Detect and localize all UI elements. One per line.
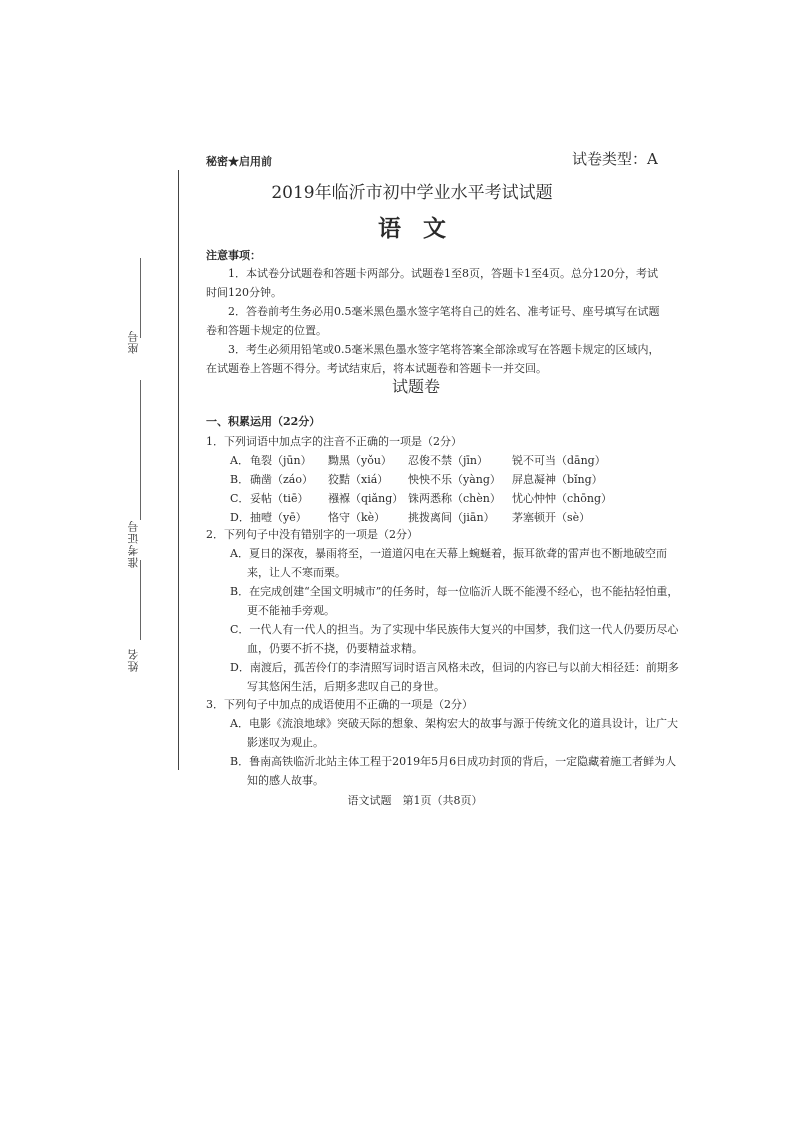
q1-row-a-item3: 忍俊不禁（jīn） [408, 454, 489, 467]
seat-line [140, 258, 141, 338]
q1-row-c-item2: 襁褓（qiǎng） [328, 492, 404, 505]
q1-row-b-item4: 屏息凝神（bǐng） [512, 473, 603, 486]
q1-row-d-label: D． [230, 511, 250, 524]
q1-row-d-item3: 挑拨离间（jiān） [408, 511, 495, 524]
subject-title: 语文 [378, 215, 468, 242]
exam-id-line [140, 380, 141, 520]
q1-row-b-label: B． [230, 473, 250, 486]
q3-option-a: A．电影《流浪地球》突破天际的想象、架构宏大的故事与源于传统文化的道具设计，让广大影迷叹为观止。 [230, 717, 678, 749]
notice-item-3: 3．考生必须用铅笔或0.5毫米黑色墨水签字笔将答案全部涂或写在答题卡规定的区域内，在试题卷上答题不得分。考试结束后，将本试题卷和答题卡一并交回。 [206, 343, 660, 375]
q2-option-c: C．一代人有一代人的担当。为了实现中华民族伟大复兴的中国梦，我们这一代人仍要历尽心血，仍要不折不挠，仍要精益求精。 [230, 623, 679, 655]
question-3-stem: 3．下列句子中加点的成语使用不正确的一项是（2分） [206, 698, 473, 711]
notice-item-2: 2．答卷前考生务必用0.5毫米黑色墨水签字笔将自己的姓名、准考证号、座号填写在试题卷和答题卡规定的位置。 [206, 305, 660, 337]
q1-row-b-item3: 怏怏不乐（yàng） [408, 473, 501, 486]
name-line [140, 560, 141, 640]
page-footer: 语文试题 第1页（共8页） [347, 794, 483, 807]
notice-heading: 注意事项： [206, 249, 261, 262]
notice-item-1: 1．本试卷分试题卷和答题卡两部分。试题卷1至8页，答题卡1至4页。总分120分，考试时间120分钟。 [206, 267, 658, 299]
question-1-stem: 1．下列词语中加点字的注音不正确的一项是（2分） [206, 435, 462, 448]
q2-option-b: B．在完成创建“全国文明城市”的任务时，每一位临沂人既不能漫不经心，也不能拈轻怕重，更不能袖手旁观。 [230, 585, 679, 617]
section-title: 试题卷 [391, 377, 440, 396]
q1-row-a-label: A． [230, 454, 249, 467]
q1-row-d-item2: 恪守（kè） [328, 511, 386, 524]
q1-row-c-item1: 妥帖（tiē） [250, 492, 309, 505]
part-one-heading: 一、积累运用（22分） [206, 415, 321, 428]
binding-line [178, 170, 179, 770]
q2-option-d: D．南渡后，孤苦伶仃的李清照写词时语言风格未改，但词的内容已与以前大相径廷：前期多写其悠闲生活，后期多悲叹自己的身世。 [230, 661, 679, 693]
q1-row-a-item2: 黝黑（yǒu） [328, 454, 392, 467]
q1-row-c-item3: 铢两悉称（chèn） [408, 492, 501, 505]
confidential-mark: 秘密★启用前 [206, 155, 272, 168]
q3-option-b: B．鲁南高铁临沂北站主体工程于2019年5月6日成功封顶的背后，一定隐藏着施工者鲜为人知的感人故事。 [230, 755, 677, 787]
q2-option-a: A．夏日的深夜，暴雨将至，一道道闪电在天幕上蜿蜒着，振耳欲聋的雷声也不断地破空而来，让人不寒而栗。 [230, 547, 667, 579]
name-label: 姓名 [127, 648, 140, 672]
q1-row-b-item1: 确凿（záo） [250, 473, 313, 486]
q1-row-d-item1: 抽噎（yē） [250, 511, 307, 524]
seat-label: 座号 [127, 330, 140, 354]
paper-type: 试卷类型：A [572, 150, 658, 168]
exam-id-label: 准考证号 [127, 520, 140, 568]
q1-row-a-item4: 锐不可当（dāng） [512, 454, 606, 467]
q1-row-c-label: C． [230, 492, 250, 505]
q1-row-a-item1: 龟裂（jūn） [250, 454, 312, 467]
q1-row-b-item2: 狡黠（xiá） [328, 473, 389, 486]
q1-row-d-item4: 茅塞顿开（sè） [512, 511, 591, 524]
exam-title: 2019年临沂市初中学业水平考试试题 [271, 183, 553, 203]
q1-row-c-item4: 忧心忡忡（chōng） [512, 492, 612, 505]
question-2-stem: 2．下列句子中没有错别字的一项是（2分） [206, 528, 418, 541]
